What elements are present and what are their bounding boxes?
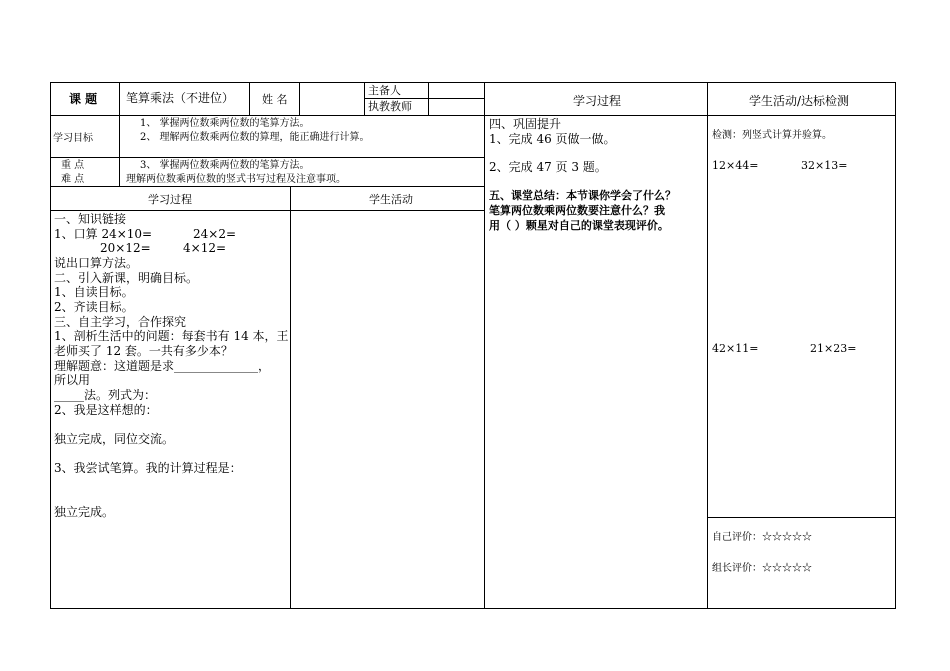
process-header: 学习过程	[573, 94, 622, 108]
summary-line-3: 用（ ）颗星对自己的课堂表现评价。	[489, 219, 669, 232]
goals-label: 学习目标	[53, 133, 93, 144]
preparer-label: 主备人	[368, 84, 401, 97]
consolidate-title: 四、巩固提升	[489, 117, 562, 131]
process-line: 2、齐读目标。	[54, 300, 134, 314]
topic-value: 笔算乘法（不进位）	[126, 91, 235, 105]
sub-header-process: 学习过程	[148, 193, 192, 206]
process-line: 说出口算方法。	[54, 256, 139, 270]
process-line: 一、知识链接	[54, 212, 127, 226]
process-line: 2、我是这样想的：	[54, 403, 158, 417]
process-line: 独立完成。	[54, 505, 115, 519]
check-problem-1: 12×44=	[712, 159, 759, 172]
summary-line-2: 笔算两位数乘两位数要注意什么？我	[489, 204, 665, 217]
check-title: 检测：列竖式计算并验算。	[712, 130, 832, 141]
process-line: 4×12=	[183, 241, 227, 255]
check-problem-3: 42×11=	[712, 342, 759, 355]
teacher-label: 执教教师	[368, 100, 412, 113]
process-line: 理解题意：这道题是求______________，	[54, 359, 271, 373]
hard-text: 理解两位数乘两位数的竖式书写过程及注意事项。	[126, 174, 346, 185]
process-line: 三、自主学习，合作探究	[54, 315, 187, 329]
sub-header-activity: 学生活动	[369, 193, 413, 206]
summary-line-1: 五、课堂总结：本节课你学会了什么？	[489, 189, 676, 202]
key-text: 3、 掌握两位数乘两位数的笔算方法。	[140, 160, 310, 171]
process-line: 所以用	[54, 373, 91, 387]
consolidate-item-1: 1、完成 46 页做一做。	[489, 132, 616, 146]
self-eval: 自己评价：☆☆☆☆☆	[712, 532, 812, 543]
process-line: 老师买了 12 套。一共有多少本？	[54, 344, 233, 358]
process-line: 3、我尝试笔算。我的计算过程是：	[54, 461, 242, 475]
goal-item-2: 2、 理解两位数乘两位数的算理，能正确进行计算。	[140, 132, 370, 143]
process-line: 1、剖析生活中的问题：每套书有 14 本，王	[54, 329, 289, 343]
name-label: 姓 名	[262, 93, 288, 106]
check-problem-4: 21×23=	[810, 342, 857, 355]
process-line: _____法。列式为：	[54, 388, 157, 402]
check-problem-2: 32×13=	[801, 159, 848, 172]
leader-eval: 组长评价：☆☆☆☆☆	[712, 563, 812, 574]
consolidate-item-2: 2、完成 47 页 3 题。	[489, 160, 607, 174]
key-label: 重 点	[61, 160, 85, 171]
process-line: 1、自读目标。	[54, 285, 134, 299]
process-line: 二、引入新课，明确目标。	[54, 271, 199, 285]
process-line: 独立完成，同位交流。	[54, 432, 175, 446]
goal-item-1: 1、 掌握两位数乘两位数的笔算方法。	[140, 118, 310, 129]
process-line: 1、口算 24×10=	[54, 227, 153, 241]
process-line: 24×2=	[193, 227, 237, 241]
student-header: 学生活动/达标检测	[749, 94, 850, 108]
hard-label: 难 点	[61, 174, 85, 185]
process-line: 20×12=	[100, 241, 151, 255]
topic-label: 课 题	[69, 92, 98, 106]
